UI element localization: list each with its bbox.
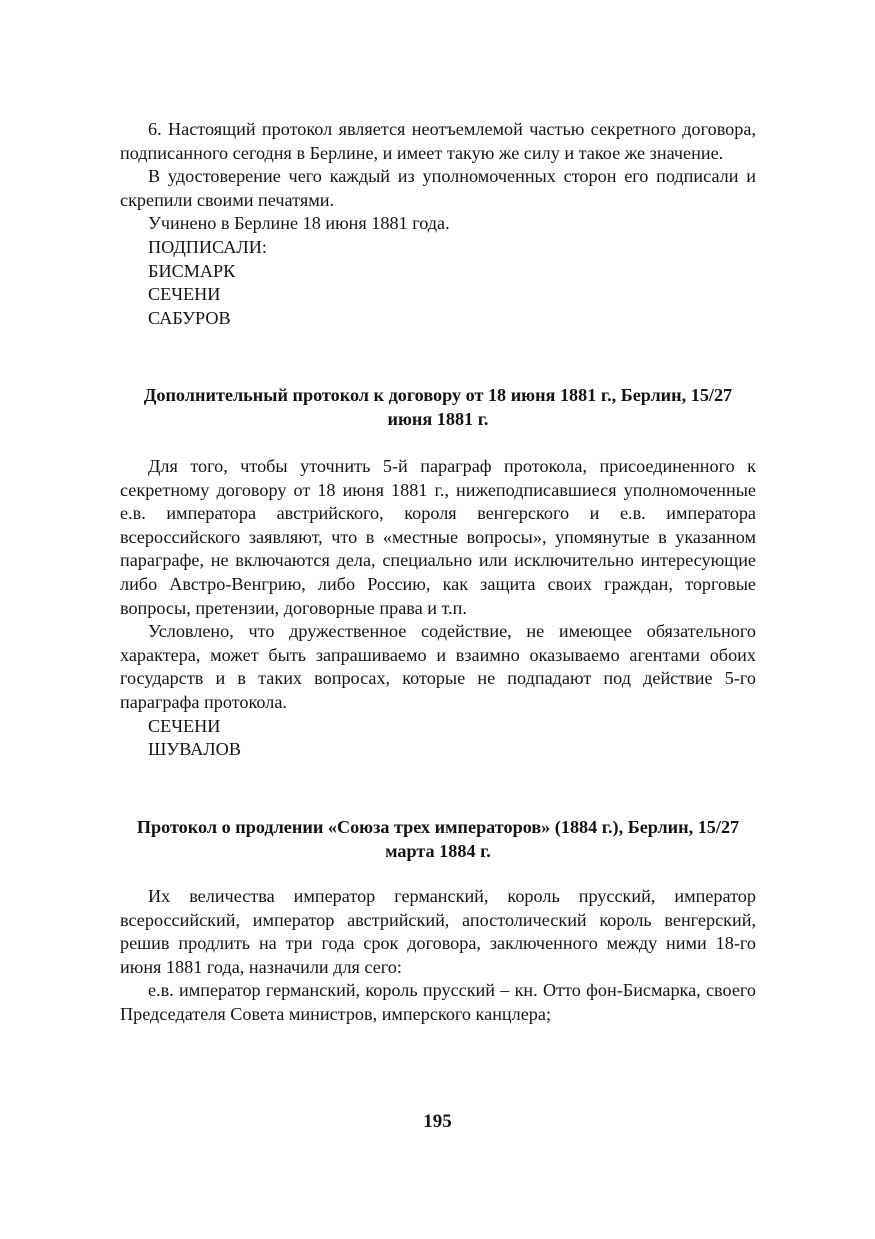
signatures-label: ПОДПИСАЛИ:: [148, 236, 267, 257]
signatory-name: ШУВАЛОВ: [148, 739, 241, 760]
paragraph: Их величества император германский, король прусский, император всероссийский, император австрийский, апостолический король венгерский, решив продлить на три года срок договора, заключенного между ними 18-го июня 1881 года, назначили для сего:: [120, 886, 756, 977]
paragraph: е.в. император германский, король прусский – кн. Отто фон-Бисмарка, своего Председателя Совета министров, имперского канцлера;: [120, 980, 756, 1024]
signing-place-date: Учинено в Берлине 18 июня 1881 года.: [148, 213, 450, 234]
signatory-name: СЕЧЕНИ: [148, 715, 221, 736]
section-heading: Дополнительный протокол к договору от 18 июня 1881 г., Берлин, 15/27 июня 1881 г.: [143, 385, 733, 429]
treaty-closing-section: [120, 118, 756, 330]
additional-protocol-section: [120, 455, 756, 762]
paragraph: 6. Настоящий протокол является неотъемлемой частью секретного договора, подписанного сегодня в Берлине, и имеет такую же силу и такое же значение.: [120, 119, 756, 163]
section-heading: Протокол о продлении «Союза трех императоров» (1884 г.), Берлин, 15/27 марта 1884 г.: [136, 817, 740, 861]
signatory-name: СЕЧЕНИ: [148, 284, 221, 305]
signatory-name: САБУРОВ: [148, 307, 231, 328]
extension-protocol-section: [120, 885, 756, 1027]
page-number: 195: [423, 1111, 452, 1132]
paragraph: Условлено, что дружественное содействие, не имеющее обязательного характера, может быть запрашиваемо и взаимно оказываемо агентами обоих государств и в таких вопросах, которые не подпадают под действие 5-го параграфа протокола.: [120, 621, 756, 712]
signatory-name: БИСМАРК: [148, 260, 236, 281]
paragraph: В удостоверение чего каждый из уполномоченных сторон его подписали и скрепили своими печатями.: [120, 166, 756, 210]
paragraph: Для того, чтобы уточнить 5-й параграф протокола, присоединенного к секретному договору от 18 июня 1881 г., нижеподписавшиеся уполномоченные е.в. императора австрийского, короля венгерского и е.в. императора всероссийского заявляют, что в «местные вопросы», упомянутые в указанном параграфе, не включаются дела, специально или исключительно интересующие либо Австро-Венгрию, либо Россию, как защита своих граждан, торговые вопросы, претензии, договорные права и т.п.: [120, 456, 756, 618]
